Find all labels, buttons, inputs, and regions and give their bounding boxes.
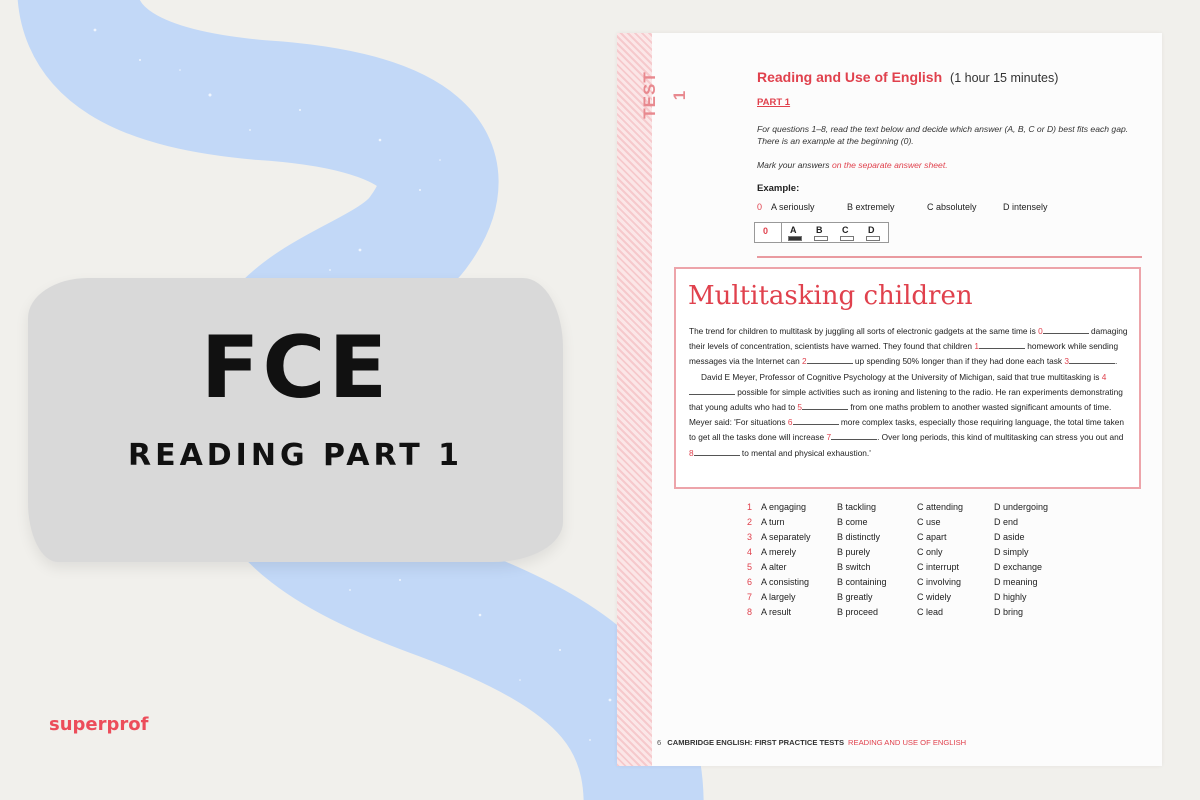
- option-a: A alter: [761, 562, 787, 572]
- question-number: 4: [747, 547, 753, 557]
- mark-highlight: on the separate answer sheet.: [831, 160, 948, 170]
- duration-text: (1 hour 15 minutes): [950, 71, 1059, 85]
- text-segment: up spending 50% longer than if they had done each task: [852, 356, 1065, 367]
- question-number: 8: [747, 607, 753, 617]
- answer-option-a: A: [790, 225, 797, 235]
- option-d: D end: [994, 517, 1019, 527]
- option-b: B come: [837, 517, 868, 527]
- text-segment: .: [1114, 356, 1118, 367]
- option-b: B tackling: [837, 502, 877, 512]
- answer-options-row: [747, 577, 1067, 590]
- option-d: D exchange: [994, 562, 1043, 572]
- reading-body: [689, 324, 1129, 461]
- text-segment: . Over long periods, this kind of multitasking can stress you out and: [877, 432, 1124, 443]
- section-divider: [757, 256, 1142, 258]
- exam-page: [617, 33, 1162, 766]
- gap-number: 8: [689, 447, 694, 458]
- example-number: 0: [757, 202, 763, 212]
- option-b: B proceed: [837, 607, 879, 617]
- section-heading: [757, 69, 1058, 85]
- example-option-d: D intensely: [1003, 202, 1048, 212]
- gap-blank: [802, 401, 848, 410]
- option-b: B greatly: [837, 592, 873, 602]
- gap-blank: [689, 386, 735, 395]
- answer-options-row: [747, 532, 1067, 545]
- answer-option-c: C: [842, 225, 849, 235]
- option-d: D meaning: [994, 577, 1038, 587]
- text-segment: homework while sending messages via the Internet can: [689, 341, 1119, 367]
- book-title: CAMBRIDGE ENGLISH: FIRST PRACTICE TESTS: [667, 738, 845, 747]
- section-name: READING AND USE OF ENGLISH: [848, 738, 967, 747]
- answer-options-row: [747, 547, 1067, 560]
- example-label: Example:: [757, 183, 800, 194]
- answer-box-number: 0: [763, 226, 769, 236]
- text-segment: possible for simple activities such as ironing and listening to the radio. He ran experiments demonstrating that young adults who had to: [689, 386, 1123, 413]
- question-number: 5: [747, 562, 753, 572]
- option-c: C apart: [917, 532, 947, 542]
- question-number: 1: [747, 502, 753, 512]
- example-option-b: B extremely: [847, 202, 895, 212]
- answer-mark-b: [814, 236, 828, 241]
- page-side-strip: [617, 33, 652, 766]
- answer-mark-d: [866, 236, 880, 241]
- answer-box-divider: [781, 223, 782, 242]
- mark-instructions: [757, 160, 948, 170]
- option-c: C widely: [917, 592, 952, 602]
- gap-number: 2: [802, 356, 807, 367]
- option-b: B purely: [837, 547, 871, 557]
- option-a: A turn: [761, 517, 785, 527]
- answer-option-d: D: [868, 225, 875, 235]
- option-c: C attending: [917, 502, 964, 512]
- answer-options-row: [747, 562, 1067, 575]
- text-segment: from one maths problem to another wasted significant amounts of time. Meyer said: 'For situations: [689, 402, 1112, 428]
- heading-text: Reading and Use of English: [757, 69, 943, 85]
- gap-number: 5: [797, 402, 803, 413]
- text-segment: more complex tasks, especially those requiring language, the total time taken to get all the tasks done will increase: [689, 417, 1124, 443]
- gap-blank: [807, 355, 853, 364]
- option-a: A separately: [761, 532, 811, 542]
- option-c: C use: [917, 517, 941, 527]
- page-number: 6: [657, 738, 662, 747]
- gap-blank: [979, 340, 1025, 349]
- gap-number: 7: [826, 432, 832, 443]
- answer-option-b: B: [816, 225, 823, 235]
- answer-options-row: [747, 517, 1067, 530]
- question-number: 3: [747, 532, 753, 542]
- option-d: D simply: [994, 547, 1029, 557]
- option-a: A engaging: [761, 502, 807, 512]
- answer-options-row: [747, 592, 1067, 605]
- test-side-label: TEST 1: [640, 71, 689, 119]
- option-a: A merely: [761, 547, 797, 557]
- option-c: C interrupt: [917, 562, 960, 572]
- text-segment: David E Meyer, Professor of Cognitive Psychology at the University of Michigan, said that true multitasking is: [701, 371, 1102, 382]
- brand-logo: superprof: [49, 714, 149, 735]
- reading-text-box: [674, 267, 1141, 489]
- example-option-c: C absolutely: [927, 202, 977, 212]
- option-a: A consisting: [761, 577, 810, 587]
- gap-number: 1: [974, 341, 979, 352]
- option-c: C lead: [917, 607, 944, 617]
- example-answer-box: [754, 222, 889, 243]
- gap-blank: [694, 447, 740, 456]
- gap-blank: [831, 431, 877, 440]
- option-d: D highly: [994, 592, 1027, 602]
- text-segment: The trend for children to multitask by juggling all sorts of electronic gadgets at the same time is: [689, 326, 1039, 336]
- question-number: 6: [747, 577, 753, 587]
- option-d: D aside: [994, 532, 1025, 542]
- option-d: D bring: [994, 607, 1024, 617]
- title-card: [28, 278, 563, 562]
- option-b: B containing: [837, 577, 887, 587]
- gap-blank: [1069, 355, 1118, 367]
- option-a: A result: [761, 607, 792, 617]
- answer-mark-a: [788, 236, 802, 241]
- reading-title: Multitasking children: [688, 281, 973, 311]
- example-option-a: A seriously: [771, 202, 815, 212]
- page-footer: [657, 738, 966, 747]
- mark-prefix: Mark your answers: [757, 160, 832, 170]
- option-c: C involving: [917, 577, 962, 587]
- option-b: B distinctly: [837, 532, 881, 542]
- text-segment: to mental and physical exhaustion.': [739, 447, 871, 458]
- text-segment: damaging their levels of concentration, scientists have warned. They found that children: [689, 326, 1128, 352]
- gap-number: 4: [1101, 371, 1107, 382]
- instructions: For questions 1–8, read the text below and decide which answer (A, B, C or D) best fits each gap. There is an example at the beginning (0).: [757, 124, 1129, 147]
- gap-blank: [793, 416, 839, 425]
- gap-number: 6: [787, 417, 793, 428]
- option-d: D undergoing: [994, 502, 1049, 512]
- option-a: A largely: [761, 592, 796, 602]
- option-c: C only: [917, 547, 943, 557]
- question-number: 2: [747, 517, 753, 527]
- banner-title: FCE: [200, 318, 391, 418]
- part-label: PART 1: [757, 97, 791, 108]
- gap-blank: [1043, 325, 1089, 334]
- gap-number: 3: [1064, 356, 1069, 367]
- example-options-row: [757, 202, 1137, 216]
- answer-options-row: [747, 502, 1067, 515]
- question-number: 7: [747, 592, 753, 602]
- answer-mark-c: [840, 236, 854, 241]
- answer-options-row: [747, 607, 1067, 620]
- banner-subtitle: READING PART 1: [127, 438, 464, 473]
- gap-number: 0: [1038, 326, 1043, 336]
- option-b: B switch: [837, 562, 871, 572]
